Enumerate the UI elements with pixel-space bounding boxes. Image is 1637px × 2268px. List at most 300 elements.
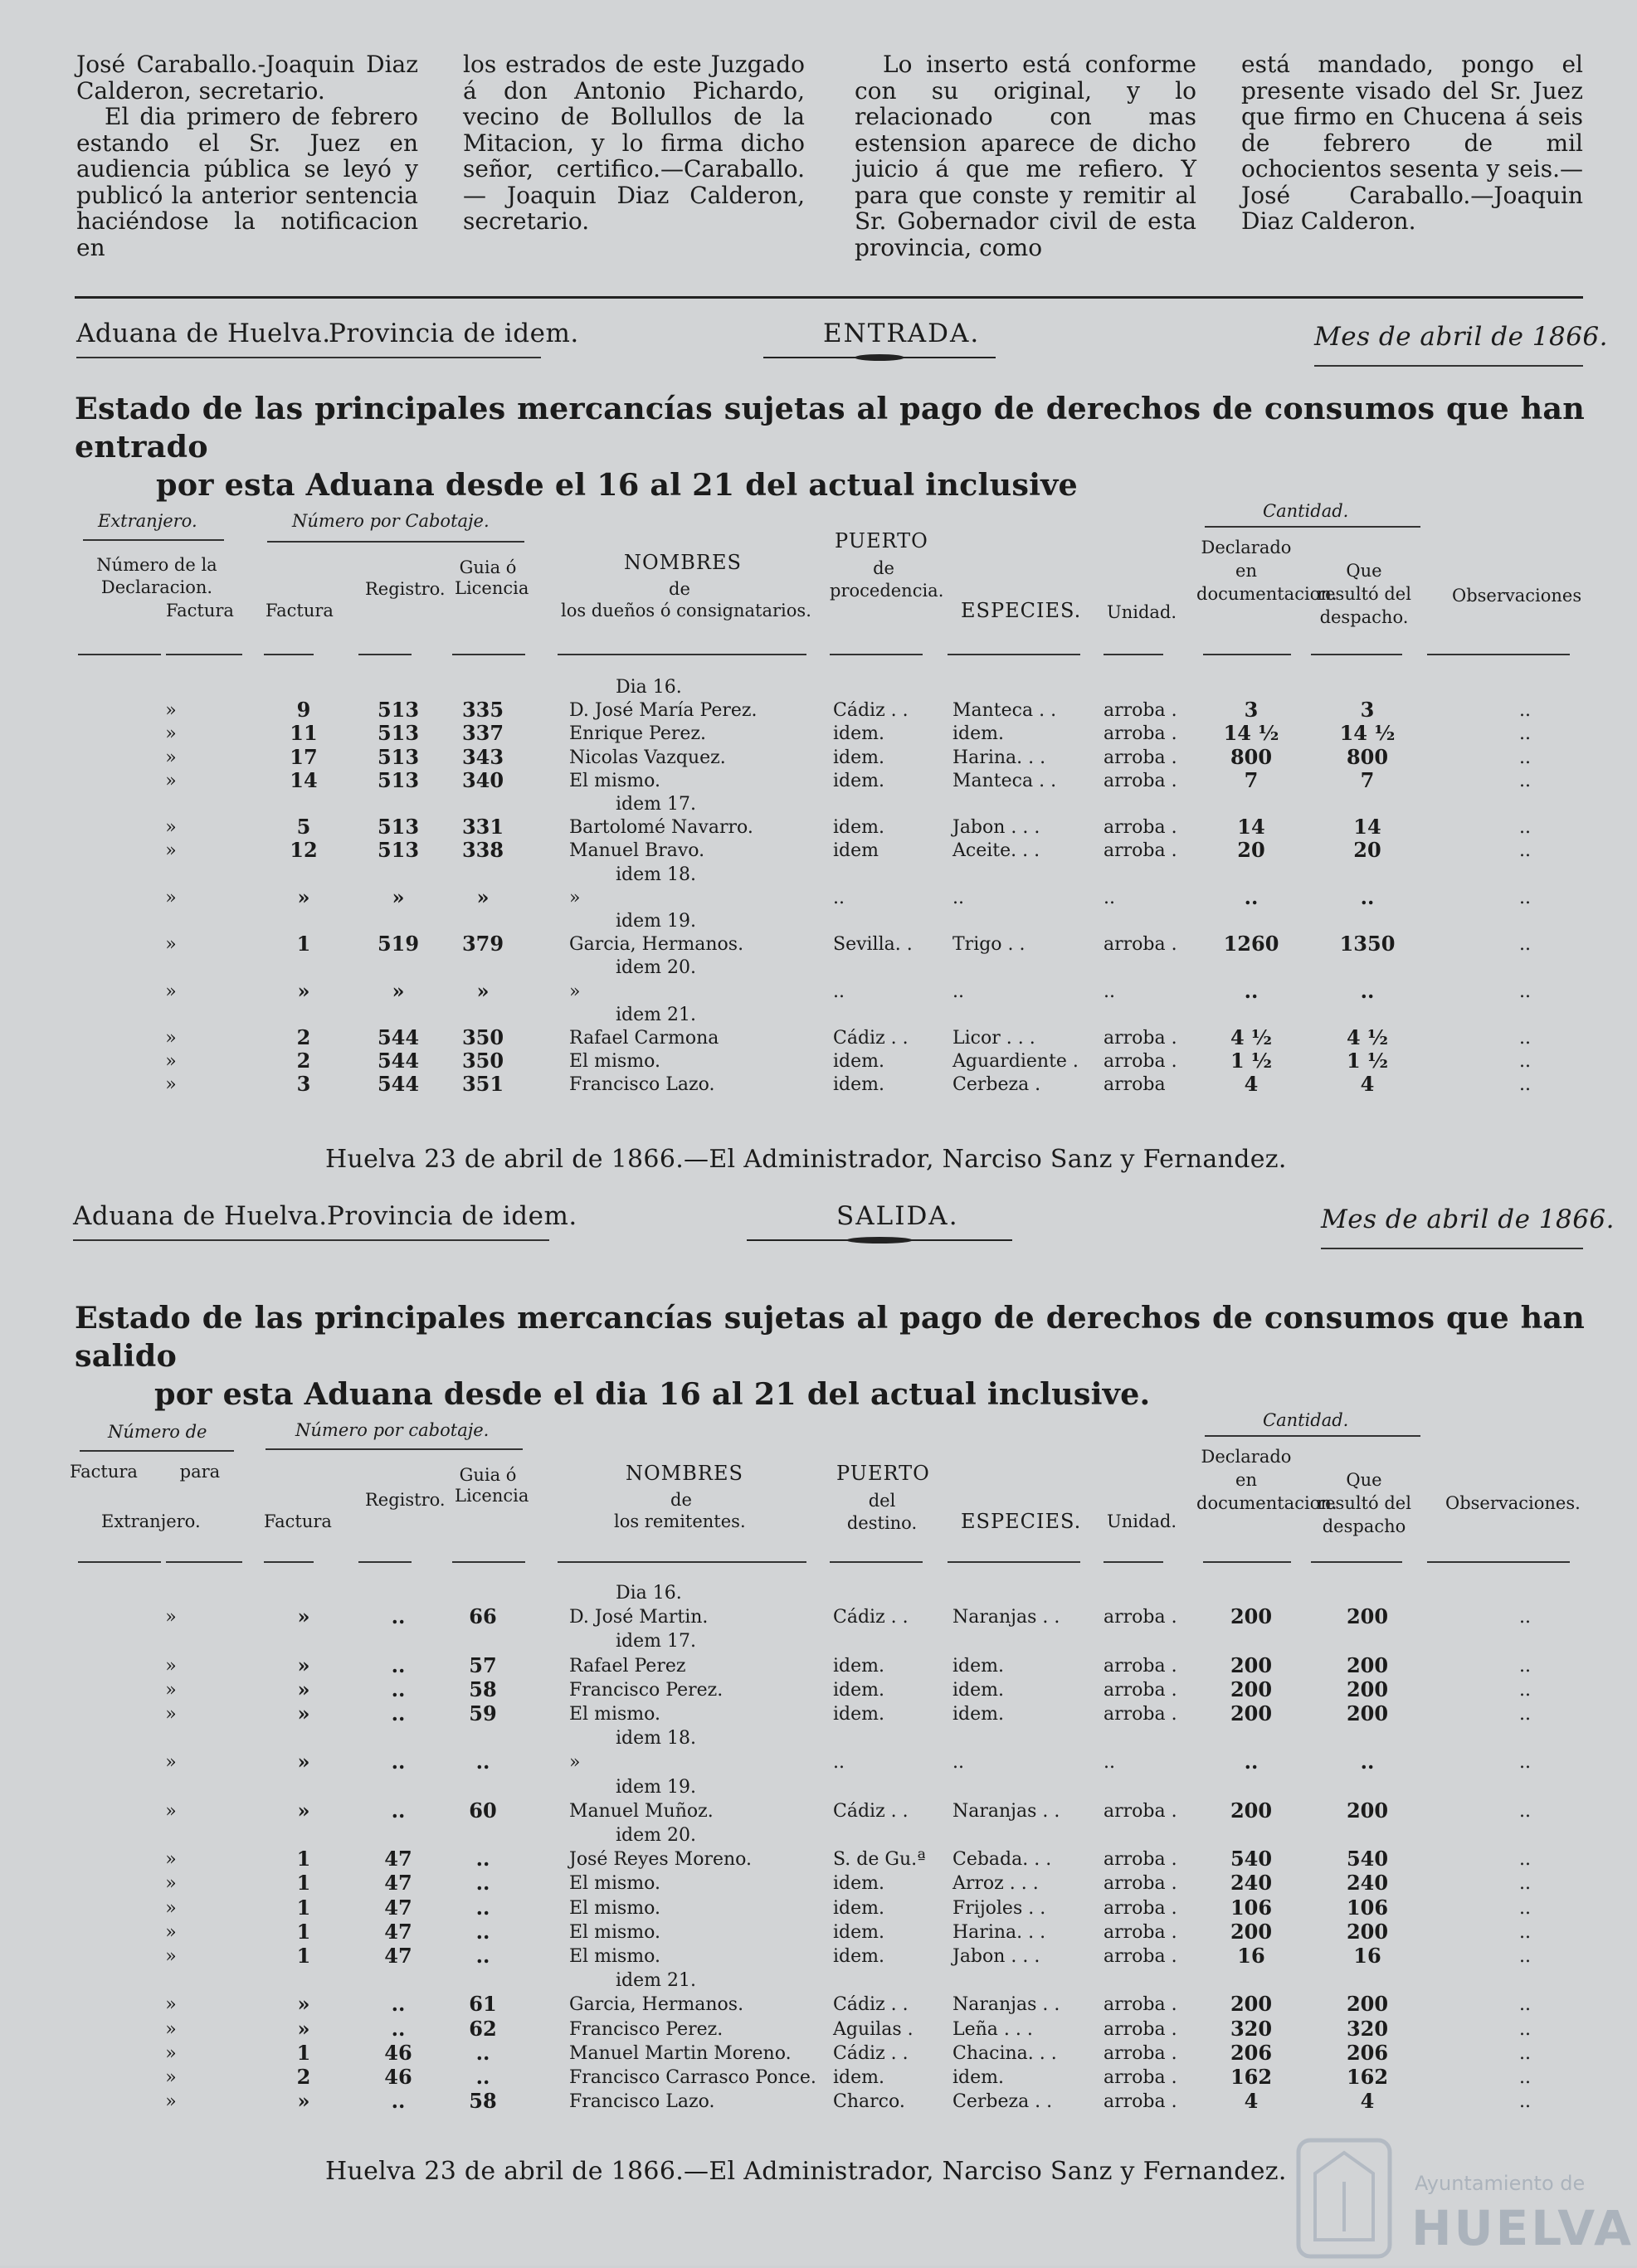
header-puerto: PUERTO: [835, 529, 928, 552]
table-cell-fact: 9: [296, 698, 311, 723]
table-cell-obs: ..: [1519, 981, 1531, 1002]
table-cell-fact: »: [297, 1992, 310, 2017]
day-subheading: idem 17.: [616, 794, 696, 815]
table-cell-puerto: idem.: [833, 1655, 884, 1677]
table-cell-puerto: idem.: [833, 2067, 884, 2088]
table-cell-resulto: ..: [1360, 884, 1375, 909]
table-cell-decl: »: [165, 2042, 177, 2064]
table-cell-declarado: 240: [1230, 1871, 1273, 1896]
table-cell-resulto: ..: [1360, 978, 1375, 1003]
table-cell-especie: ..: [952, 1752, 964, 1774]
table-cell-guia: 350: [461, 1049, 504, 1073]
header-bottom-rule: [452, 654, 525, 655]
table-cell-nombre: Francisco Carrasco Ponce.: [569, 2067, 816, 2088]
table-cell-decl: »: [165, 1028, 177, 1049]
table-cell-puerto: idem.: [833, 817, 884, 839]
header-puerto-sub: del destino.: [846, 1491, 918, 1533]
table-cell-decl: »: [165, 1849, 177, 1871]
table-cell-resulto: 200: [1346, 1677, 1389, 1701]
table-cell-reg: »: [392, 978, 405, 1003]
header-bottom-rule: [1104, 654, 1163, 655]
header-observaciones: Observaciones.: [1445, 1493, 1581, 1513]
header-bottom-rule: [1203, 654, 1291, 655]
table-cell-unidad: arroba .: [1104, 723, 1177, 745]
table-cell-guia: 351: [461, 1072, 504, 1097]
table-cell-nombre: Rafael Carmona: [569, 1028, 719, 1049]
table-cell-resulto: 540: [1346, 1847, 1389, 1871]
table-cell-nombre: Garcia, Hermanos.: [569, 1994, 744, 2016]
header-extranjero: Extranjero.: [101, 1511, 201, 1531]
table-cell-fact: 14: [290, 767, 318, 792]
header-nombres-de: de: [670, 1490, 692, 1510]
table-cell-resulto: 4: [1360, 1072, 1375, 1097]
aduana-label: Aduana de Huelva.: [73, 1201, 328, 1231]
table-cell-fact: »: [297, 1677, 310, 1701]
text-column-1: [76, 51, 418, 260]
table-cell-nombre: Nicolas Vazquez.: [569, 747, 726, 768]
table-cell-guia: ..: [475, 1871, 490, 1896]
table-cell-resulto: 200: [1346, 1992, 1389, 2017]
table-cell-guia: 58: [469, 1677, 497, 1701]
table-cell-resulto: 16: [1353, 1944, 1381, 1968]
table-title: [75, 390, 1585, 504]
table-cell-puerto: idem.: [833, 1946, 884, 1967]
table-cell-reg: 47: [384, 1847, 412, 1871]
table-cell-guia: 331: [461, 815, 504, 840]
table-cell-especie: idem.: [952, 1679, 1004, 1701]
table-cell-guia: »: [476, 978, 490, 1003]
table-cell-resulto: 4 ½: [1346, 1025, 1389, 1049]
table-cell-declarado: ..: [1244, 884, 1259, 909]
header-bottom-rule: [166, 654, 242, 655]
day-subheading: idem 17.: [616, 1631, 696, 1652]
table-cell-declarado: 16: [1237, 1944, 1265, 1968]
table-cell-puerto: Charco.: [833, 2091, 905, 2113]
provincia-label: Provincia de idem.: [327, 1201, 577, 1231]
day-subheading: idem 21.: [616, 1970, 696, 1992]
table-cell-declarado: 200: [1230, 1677, 1273, 1701]
table-cell-puerto: idem: [833, 840, 879, 862]
table-cell-decl: »: [165, 1051, 177, 1073]
table-cell-resulto: 4: [1360, 2089, 1375, 2114]
table-cell-decl: »: [165, 887, 177, 908]
table-cell-puerto: ..: [833, 887, 845, 908]
table-cell-puerto: Sevilla. .: [833, 934, 913, 956]
table-cell-unidad: arroba .: [1104, 840, 1177, 862]
table-cell-fact: »: [297, 1701, 310, 1725]
table-cell-guia: 62: [469, 2016, 497, 2041]
header-bottom-rule: [1311, 654, 1402, 655]
header-observaciones: Observaciones: [1452, 586, 1582, 606]
table-cell-especie: Harina. . .: [952, 1921, 1046, 1943]
header-declarado: Declarado en documentacion.: [1196, 538, 1337, 604]
table-cell-guia: 337: [461, 721, 504, 746]
table-cell-nombre: D. José María Perez.: [569, 700, 758, 722]
table-cell-guia: 58: [469, 2089, 497, 2114]
table-cell-fact: »: [297, 2016, 310, 2041]
table-cell-fact: »: [297, 978, 310, 1003]
table-cell-unidad: arroba .: [1104, 934, 1177, 956]
table-cell-reg: 519: [377, 932, 420, 956]
header-bottom-rule: [358, 1561, 412, 1563]
table-cell-guia: ..: [475, 1919, 490, 1944]
table-cell-resulto: 200: [1346, 1919, 1389, 1944]
text-column-4: [1241, 51, 1583, 235]
table-cell-especie: Cerbeza .: [952, 1074, 1041, 1096]
header-underline: [1321, 1248, 1583, 1249]
table-cell-decl: »: [165, 1607, 177, 1628]
header-nombres-sub: los remitentes.: [614, 1511, 746, 1531]
table-cell-especie: ..: [952, 887, 964, 908]
month-label: Mes de abril de 1866.: [1314, 322, 1609, 352]
header-bottom-rule: [948, 654, 1080, 655]
column-paragraph: José Caraballo.-Joaquin Diaz Calderon, secretario.: [76, 51, 418, 105]
table-cell-reg: 513: [377, 744, 420, 769]
day-subheading: Dia 16.: [616, 1583, 682, 1604]
table-cell-fact: 1: [296, 1919, 311, 1944]
table-cell-obs: ..: [1519, 1074, 1531, 1096]
table-cell-unidad: arroba .: [1104, 1897, 1177, 1919]
table-cell-declarado: ..: [1244, 1750, 1259, 1774]
table-cell-obs: ..: [1519, 840, 1531, 862]
table-cell-obs: ..: [1519, 2067, 1531, 2088]
salida-footer: Huelva 23 de abril de 1866.—El Administrador, Narciso Sanz y Fernandez.: [325, 2157, 1287, 2186]
table-cell-especie: Licor . . .: [952, 1028, 1035, 1049]
table-cell-obs: ..: [1519, 1921, 1531, 1943]
table-cell-nombre: El mismo.: [569, 1051, 660, 1073]
header-underline: [76, 357, 541, 358]
table-cell-puerto: idem.: [833, 1704, 884, 1725]
header-bottom-rule: [1427, 1561, 1570, 1563]
table-cell-especie: ..: [952, 981, 964, 1002]
table-cell-unidad: arroba .: [1104, 817, 1177, 839]
table-cell-unidad: ..: [1104, 1752, 1115, 1774]
table-cell-fact: »: [297, 1798, 310, 1823]
table-cell-unidad: arroba .: [1104, 2018, 1177, 2040]
header-registro: Registro.: [365, 579, 446, 599]
table-cell-reg: 47: [384, 1919, 412, 1944]
table-cell-puerto: idem.: [833, 1051, 884, 1073]
header-underline: [73, 1239, 549, 1241]
day-subheading: idem 18.: [616, 1728, 696, 1750]
table-cell-nombre: El mismo.: [569, 1921, 660, 1943]
table-cell-unidad: arroba .: [1104, 1607, 1177, 1628]
table-cell-guia: 335: [461, 698, 504, 723]
table-cell-declarado: 14 ½: [1223, 721, 1279, 746]
table-cell-resulto: 200: [1346, 1604, 1389, 1629]
table-cell-obs: ..: [1519, 1051, 1531, 1073]
table-cell-unidad: arroba .: [1104, 1679, 1177, 1701]
table-cell-reg: ..: [391, 1798, 406, 1823]
table-cell-nombre: Francisco Perez.: [569, 2018, 723, 2040]
table-cell-decl: »: [165, 934, 177, 956]
table-cell-reg: 544: [377, 1049, 420, 1073]
table-cell-unidad: ..: [1104, 887, 1115, 908]
header-bottom-rule: [830, 1561, 923, 1563]
table-cell-decl: »: [165, 1800, 177, 1822]
table-cell-decl: »: [165, 2091, 177, 2113]
table-cell-reg: 47: [384, 1944, 412, 1968]
table-cell-nombre: El mismo.: [569, 1946, 660, 1967]
table-cell-unidad: arroba .: [1104, 700, 1177, 722]
provincia-label: Provincia de idem.: [329, 319, 579, 348]
header-nombres-sub: los dueños ó consignatarios.: [561, 601, 811, 621]
table-cell-especie: Manteca . .: [952, 700, 1057, 722]
header-puerto: PUERTO: [836, 1462, 930, 1485]
table-cell-fact: »: [297, 1750, 310, 1774]
table-cell-nombre: »: [569, 981, 581, 1002]
table-cell-obs: ..: [1519, 1679, 1531, 1701]
header-nombres: NOMBRES: [624, 551, 742, 574]
table-cell-guia: ..: [475, 1750, 490, 1774]
table-cell-especie: Jabon . . .: [952, 1946, 1040, 1967]
table-cell-decl: »: [165, 981, 177, 1002]
table-cell-puerto: idem.: [833, 1921, 884, 1943]
table-cell-resulto: 1350: [1339, 932, 1396, 956]
header-bottom-rule: [1104, 1561, 1163, 1563]
table-cell-decl: »: [165, 1921, 177, 1943]
table-cell-nombre: Rafael Perez: [569, 1655, 686, 1677]
table-cell-declarado: 206: [1230, 2040, 1273, 2065]
table-cell-nombre: Bartolomé Navarro.: [569, 817, 753, 839]
table-cell-obs: ..: [1519, 1028, 1531, 1049]
table-cell-especie: Naranjas . .: [952, 1994, 1060, 2016]
table-cell-reg: 513: [377, 721, 420, 746]
table-cell-puerto: Cádiz . .: [833, 1800, 909, 1822]
table-cell-fact: »: [297, 884, 310, 909]
table-cell-declarado: 162: [1230, 2065, 1273, 2089]
day-subheading: idem 19.: [616, 1776, 696, 1798]
header-bottom-rule: [948, 1561, 1080, 1563]
table-cell-reg: ..: [391, 2016, 406, 2041]
table-cell-especie: Jabon . . .: [952, 817, 1040, 839]
table-cell-especie: Trigo . .: [952, 934, 1026, 956]
table-cell-resulto: 800: [1346, 744, 1389, 769]
table-cell-fact: 1: [296, 1847, 311, 1871]
header-cabotaje: Número por cabotaje.: [295, 1420, 490, 1440]
table-cell-especie: Cerbeza . .: [952, 2091, 1053, 2113]
table-cell-guia: 59: [469, 1701, 497, 1725]
table-cell-nombre: El mismo.: [569, 770, 660, 791]
table-cell-decl: »: [165, 2018, 177, 2040]
table-cell-declarado: 320: [1230, 2016, 1273, 2041]
table-cell-decl: »: [165, 1704, 177, 1725]
title-line-1: Estado de las principales mercancías sujetas al pago de derechos de consumos que han entrado: [75, 391, 1585, 465]
table-cell-nombre: »: [569, 887, 581, 908]
header-bottom-rule: [166, 1561, 242, 1563]
table-cell-especie: Manteca . .: [952, 770, 1057, 791]
table-cell-resulto: 162: [1346, 2065, 1389, 2089]
table-cell-nombre: Francisco Perez.: [569, 1679, 723, 1701]
watermark-line-1: Ayuntamiento de: [1415, 2172, 1586, 2195]
table-cell-obs: ..: [1519, 2091, 1531, 2113]
table-cell-declarado: 1 ½: [1230, 1049, 1273, 1073]
table-cell-guia: 57: [469, 1652, 497, 1677]
title-line-1: Estado de las principales mercancías sujetas al pago de derechos de consumos que han salido: [75, 1300, 1585, 1374]
table-cell-unidad: arroba .: [1104, 2091, 1177, 2113]
table-cell-puerto: Cádiz . .: [833, 2042, 909, 2064]
text-column-2: [463, 51, 805, 235]
header-rule: [80, 1450, 234, 1452]
header-bottom-rule: [1427, 654, 1570, 655]
month-label: Mes de abril de 1866.: [1321, 1205, 1615, 1234]
table-cell-guia: ..: [475, 1895, 490, 1920]
table-cell-reg: 544: [377, 1072, 420, 1097]
table-cell-decl: »: [165, 1946, 177, 1967]
table-cell-obs: ..: [1519, 1849, 1531, 1871]
table-cell-declarado: 1260: [1223, 932, 1279, 956]
table-cell-guia: 60: [469, 1798, 497, 1823]
table-cell-puerto: Cádiz . .: [833, 1994, 909, 2016]
table-cell-reg: 46: [384, 2040, 412, 2065]
header-bottom-rule: [452, 1561, 525, 1563]
table-cell-unidad: arroba .: [1104, 1849, 1177, 1871]
table-cell-obs: ..: [1519, 1873, 1531, 1895]
table-cell-especie: idem.: [952, 1655, 1004, 1677]
title-line-2: por esta Aduana desde el 16 al 21 del actual inclusive: [156, 467, 1078, 503]
table-cell-puerto: Aguilas .: [833, 2018, 914, 2040]
table-cell-puerto: idem.: [833, 723, 884, 745]
entrada-footer: Huelva 23 de abril de 1866.—El Administrador, Narciso Sanz y Fernandez.: [325, 1145, 1287, 1174]
table-cell-guia: 340: [461, 767, 504, 792]
day-subheading: idem 19.: [616, 911, 696, 932]
table-cell-especie: idem.: [952, 723, 1004, 745]
table-cell-fact: »: [297, 2089, 310, 2114]
table-cell-puerto: idem.: [833, 1897, 884, 1919]
table-cell-puerto: ..: [833, 981, 845, 1002]
table-cell-fact: 1: [296, 1895, 311, 1920]
header-bottom-rule: [558, 1561, 806, 1563]
table-cell-fact: 2: [296, 1025, 311, 1049]
table-cell-unidad: ..: [1104, 981, 1115, 1002]
table-cell-fact: »: [297, 1604, 310, 1629]
table-cell-decl: »: [165, 723, 177, 745]
table-cell-unidad: arroba .: [1104, 2067, 1177, 2088]
table-cell-resulto: 200: [1346, 1701, 1389, 1725]
table-cell-decl: »: [165, 747, 177, 768]
column-paragraph: El dia primero de febrero estando el Sr. Juez en audiencia pública se leyó y publicó la anterior sentencia haciéndose la notificacion en: [76, 103, 418, 261]
header-nombres-de: de: [669, 579, 690, 599]
table-cell-reg: ..: [391, 2089, 406, 2114]
table-cell-nombre: El mismo.: [569, 1873, 660, 1895]
table-cell-unidad: arroba .: [1104, 1946, 1177, 1967]
header-bottom-rule: [78, 1561, 161, 1563]
section-divider: [75, 296, 1583, 299]
header-factura: Factura: [266, 601, 334, 621]
table-cell-especie: Naranjas . .: [952, 1607, 1060, 1628]
table-cell-fact: 2: [296, 2065, 311, 2089]
table-cell-decl: »: [165, 1897, 177, 1919]
table-cell-decl: »: [165, 1752, 177, 1774]
table-cell-reg: 513: [377, 767, 420, 792]
table-cell-decl: »: [165, 770, 177, 791]
table-cell-guia: »: [476, 884, 490, 909]
table-cell-puerto: idem.: [833, 770, 884, 791]
table-cell-guia: 338: [461, 838, 504, 863]
table-cell-nombre: Enrique Perez.: [569, 723, 706, 745]
table-cell-declarado: ..: [1244, 978, 1259, 1003]
table-cell-declarado: 200: [1230, 1992, 1273, 2017]
ornament-rule: [763, 353, 996, 362]
table-cell-unidad: arroba .: [1104, 1051, 1177, 1073]
header-bottom-rule: [78, 654, 161, 655]
table-cell-resulto: 320: [1346, 2016, 1389, 2041]
table-cell-nombre: Manuel Bravo.: [569, 840, 705, 862]
header-num-de: Número de: [108, 1422, 207, 1442]
table-cell-decl: »: [165, 817, 177, 839]
table-cell-reg: 513: [377, 815, 420, 840]
header-resulto: Que resultó del despacho.: [1317, 561, 1411, 627]
header-declarado: Declarado en documentacion.: [1196, 1447, 1337, 1513]
table-cell-resulto: 200: [1346, 1652, 1389, 1677]
table-cell-resulto: 106: [1346, 1895, 1389, 1920]
table-cell-decl: »: [165, 700, 177, 722]
table-cell-fact: 1: [296, 1871, 311, 1896]
table-cell-fact: 1: [296, 932, 311, 956]
header-factura-para: Factura para: [70, 1462, 221, 1482]
table-cell-reg: 47: [384, 1895, 412, 1920]
table-cell-puerto: Cádiz . .: [833, 1607, 909, 1628]
header-nombres: NOMBRES: [626, 1462, 743, 1485]
header-unidad: Unidad.: [1107, 602, 1177, 622]
column-paragraph: los estrados de este Juzgado á don Antonio Pichardo, vecino de Bollullos de la Mitacion, y lo firma dicho señor, certifico.—Caraballo. — Joaquin Diaz Calderon, secretario.: [463, 51, 805, 235]
header-cabotaje: Número por Cabotaje.: [292, 511, 490, 531]
header-registro: Registro.: [365, 1490, 446, 1510]
table-cell-especie: idem.: [952, 2067, 1004, 2088]
header-bottom-rule: [1203, 1561, 1291, 1563]
table-cell-decl: »: [165, 1873, 177, 1895]
table-cell-puerto: idem.: [833, 1679, 884, 1701]
table-cell-declarado: 106: [1230, 1895, 1273, 1920]
table-cell-obs: ..: [1519, 723, 1531, 745]
table-cell-resulto: 14: [1353, 815, 1381, 840]
table-cell-guia: 61: [469, 1992, 497, 2017]
section-type-label: SALIDA.: [836, 1201, 959, 1231]
table-cell-nombre: »: [569, 1752, 581, 1774]
table-cell-declarado: 200: [1230, 1652, 1273, 1677]
table-cell-reg: ..: [391, 1701, 406, 1725]
table-cell-especie: Chacina. . .: [952, 2042, 1057, 2064]
table-cell-unidad: arroba .: [1104, 1994, 1177, 2016]
day-subheading: Dia 16.: [616, 677, 682, 698]
table-cell-especie: idem.: [952, 1704, 1004, 1725]
header-bottom-rule: [264, 1561, 314, 1563]
table-cell-guia: 379: [461, 932, 504, 956]
table-cell-obs: ..: [1519, 747, 1531, 768]
table-cell-reg: ..: [391, 1604, 406, 1629]
table-cell-nombre: Garcia, Hermanos.: [569, 934, 744, 956]
table-cell-fact: 3: [296, 1072, 311, 1097]
table-cell-unidad: arroba .: [1104, 770, 1177, 791]
header-factura: Factura: [264, 1511, 332, 1531]
table-cell-nombre: Manuel Muñoz.: [569, 1800, 714, 1822]
table-cell-resulto: 1 ½: [1346, 1049, 1389, 1073]
aduana-label: Aduana de Huelva.: [76, 319, 331, 348]
header-cantidad: Cantidad.: [1263, 501, 1349, 521]
table-cell-resulto: 20: [1353, 838, 1381, 863]
header-bottom-rule: [830, 654, 923, 655]
header-puerto-sub: de procedencia.: [830, 558, 944, 601]
table-cell-puerto: ..: [833, 1752, 845, 1774]
table-cell-nombre: El mismo.: [569, 1704, 660, 1725]
table-cell-obs: ..: [1519, 2018, 1531, 2040]
table-cell-especie: Aguardiente .: [952, 1051, 1079, 1073]
table-cell-puerto: idem.: [833, 1074, 884, 1096]
table-cell-especie: Frijoles . .: [952, 1897, 1046, 1919]
table-cell-fact: 12: [290, 838, 318, 863]
table-cell-especie: Naranjas . .: [952, 1800, 1060, 1822]
header-resulto: Que resultó del despacho: [1317, 1470, 1411, 1536]
